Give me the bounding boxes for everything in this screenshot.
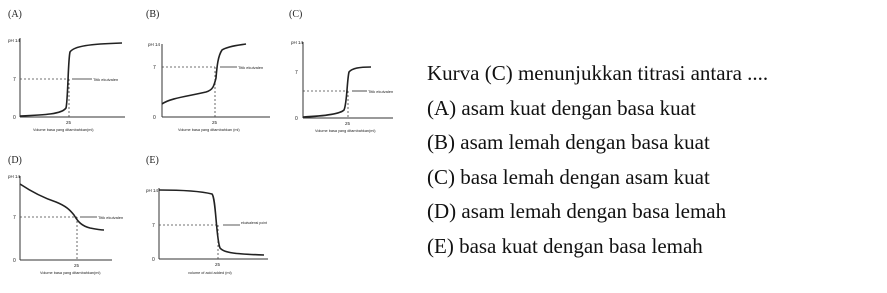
- chart-panel-c: [285, 0, 405, 140]
- y-mid-label-d: 7: [13, 215, 16, 221]
- annotation-d: Titik ekuivalen: [98, 215, 124, 220]
- x-label-d: Volume basa yang ditambahkan(ml): [40, 271, 101, 275]
- chart-panel-a: [0, 0, 140, 140]
- y-top-label-b: pH 14: [148, 42, 161, 47]
- chart-panel-e: [140, 148, 290, 288]
- panel-label-b: (B): [146, 9, 160, 20]
- y-top-label-a: pH 14: [8, 38, 21, 43]
- panel-label-c: (C): [289, 9, 303, 20]
- x-tick-a: 25: [66, 120, 72, 125]
- y-top-label-e: pH 14: [146, 188, 159, 193]
- y-mid-label-c: 7: [295, 70, 298, 76]
- y-zero-label-b: 0: [153, 115, 156, 121]
- chart-panel-d: [0, 148, 140, 288]
- x-label-c: Volume basa yang ditambahkan(ml): [315, 129, 376, 133]
- option-a: (A) asam kuat dengan basa kuat: [427, 95, 696, 120]
- y-zero-label-e: 0: [152, 257, 155, 263]
- panel-label-e: (E): [146, 155, 159, 166]
- question-stem: Kurva (C) menunjukkan titrasi antara ....: [427, 61, 769, 85]
- option-d: (D) asam lemah dengan basa lemah: [427, 199, 727, 223]
- annotation-b: Titik ekuivalen: [238, 65, 264, 70]
- titration-curve-c: [285, 0, 405, 140]
- annotation-a: Titik ekuivalen: [93, 77, 119, 82]
- annotation-c: Titik ekuivalen: [368, 89, 394, 94]
- option-c: (C) basa lemah dengan asam kuat: [427, 164, 710, 189]
- panel-label-d: (D): [8, 155, 22, 166]
- option-b: (B) asam lemah dengan basa kuat: [427, 130, 710, 154]
- option-e: (E) basa kuat dengan basa lemah: [427, 233, 703, 258]
- x-label-a: Volume basa yang ditambahkan(ml): [33, 128, 94, 132]
- y-mid-label-e: 7: [152, 223, 155, 229]
- y-mid-label-a: 7: [13, 77, 16, 83]
- x-tick-b: 25: [212, 120, 218, 125]
- panel-label-a: (A): [8, 9, 22, 20]
- question-block: [427, 56, 882, 263]
- y-zero-label-c: 0: [295, 116, 298, 122]
- annotation-e: ekuivalensi point: [241, 221, 267, 225]
- titration-curve-b: [140, 0, 285, 140]
- x-tick-c: 25: [345, 121, 351, 126]
- y-mid-label-b: 7: [153, 65, 156, 71]
- titration-curve-d: [0, 148, 140, 288]
- x-tick-d: 25: [74, 263, 80, 268]
- titration-curve-a: [0, 0, 140, 140]
- titration-curve-e: [140, 148, 290, 288]
- curve-line-d: [20, 184, 104, 230]
- x-tick-e: 25: [215, 262, 221, 267]
- x-label-e: volume of acid added (ml): [188, 271, 232, 275]
- y-top-label-d: pH 14: [8, 174, 21, 179]
- y-top-label-c: pH 14: [291, 40, 304, 45]
- y-zero-label-d: 0: [13, 258, 16, 264]
- curve-line-c: [303, 67, 371, 117]
- y-zero-label-a: 0: [13, 115, 16, 121]
- x-label-b: Volume basa yang ditambahkan (ml): [178, 128, 240, 132]
- curve-line-b: [162, 44, 246, 104]
- chart-panel-b: [140, 0, 285, 140]
